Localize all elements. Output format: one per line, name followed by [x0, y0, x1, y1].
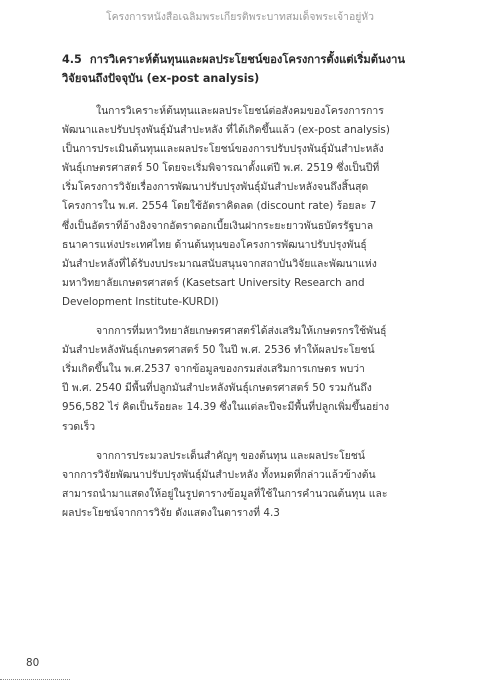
paragraph-line: จากการที่มหาวิทยาลัยเกษตรศาสตร์ได้ส่งเสริมให้เกษตรกรใช้พันธุ์ — [96, 325, 387, 338]
section-title-text-1: การวิเคราะห์ต้นทุนและผลประโยชน์ของโครงการตั้งแต่เริ่มต้นงาน — [89, 53, 406, 66]
section-heading-line-1 — [62, 50, 414, 69]
paragraph-line: ในการวิเคราะห์ต้นทุนและผลประโยชน์ต่อสังคมของโครงการการ — [96, 105, 384, 117]
paragraph-line: เริ่มเกิดขึ้นใน พ.ศ.2537 จากข้อมูลของกรมส่งเสริมการเกษตร พบว่า — [62, 363, 365, 376]
paragraph-line: ปี พ.ศ. 2540 มีพื้นที่ปลูกมันสำปะหลังพันธุ์เกษตรศาสตร์ 50 รวมกันถึง — [62, 382, 372, 395]
page-number: 80 — [26, 657, 40, 669]
paragraph-2 — [62, 322, 414, 437]
running-header: โครงการหนังสือเฉลิมพระเกียรติพระบาทสมเด็จพระเจ้าอยู่หัว — [106, 11, 374, 23]
page-body — [62, 50, 414, 533]
paragraph-line: เริ่มโครงการวิจัยเรื่องการพัฒนาปรับปรุงพันธุ์มันสำปะหลังจนถึงสิ้นสุด — [62, 181, 369, 194]
paragraph-line: มหาวิทยาลัยเกษตรศาสตร์ (Kasetsart University Research and — [62, 276, 365, 289]
paragraph-line: โครงการใน พ.ศ. 2554 โดยใช้อัตราคิดลด (discount rate) ร้อยละ 7 — [62, 200, 377, 213]
paragraph-line: เป็นการประเมินต้นทุนและผลประโยชน์ของการปรับปรุงพันธุ์มันสำปะหลัง — [62, 143, 384, 156]
paragraph-line: พัฒนาและปรับปรุงพันธุ์มันสำปะหลัง ที่ได้เกิดขึ้นแล้ว (ex-post analysis) — [62, 124, 390, 137]
paragraph-line: Development Institute-KURDI) — [62, 295, 219, 308]
paragraph-line: 956,582 ไร่ คิดเป็นร้อยละ 14.39 ซึ่งในแต่ละปีจะมีพื้นที่ปลูกเพิ่มขึ้นอย่าง — [62, 401, 390, 414]
paragraph-3 — [62, 447, 414, 523]
section-number: 4.5 — [62, 53, 82, 66]
paragraph-line: ผลประโยชน์จากการวิจัย ดังแสดงในตารางที่ 4.3 — [62, 506, 280, 519]
paragraph-line: สามารถนำมาแสดงให้อยู่ในรูปตารางข้อมูลที่ใช้ในการคำนวณต้นทุน และ — [62, 487, 388, 500]
footer-dotted-rule — [0, 679, 70, 680]
section-heading — [62, 50, 414, 88]
paragraph-line: จากการประมวลประเด็นสำคัญๆ ของต้นทุน และผลประโยชน์ — [96, 449, 365, 462]
paragraph-line: จากการวิจัยพัฒนาปรับปรุงพันธุ์มันสำปะหลัง ทั้งหมดที่กล่าวแล้วข้างต้น — [62, 468, 376, 481]
paragraph-1 — [62, 102, 414, 312]
paragraph-line: มันสำปะหลังที่ได้รับงบประมาณสนับสนุนจากสถาบันวิจัยและพัฒนาแห่ง — [62, 257, 377, 270]
paragraph-line: ซึ่งเป็นอัตราที่อ้างอิงจากอัตราดอกเบี้ยเงินฝากระยะยาวพันธบัตรรัฐบาล — [62, 219, 374, 232]
paragraph-line: รวดเร็ว — [62, 420, 96, 433]
paragraph-line: ธนาคารแห่งประเทศไทย ด้านต้นทุนของโครงการพัฒนาปรับปรุงพันธุ์ — [62, 238, 367, 251]
paragraph-line: มันสำปะหลังพันธุ์เกษตรศาสตร์ 50 ในปี พ.ศ. 2536 ทำให้ผลประโยชน์ — [62, 344, 375, 357]
paragraph-line: พันธุ์เกษตรศาสตร์ 50 โดยจะเริ่มพิจารณาตั้งแต่ปี พ.ศ. 2519 ซึ่งเป็นปีที่ — [62, 162, 380, 175]
section-title-text-2: วิจัยจนถึงปัจจุบัน (ex-post analysis) — [62, 72, 260, 85]
